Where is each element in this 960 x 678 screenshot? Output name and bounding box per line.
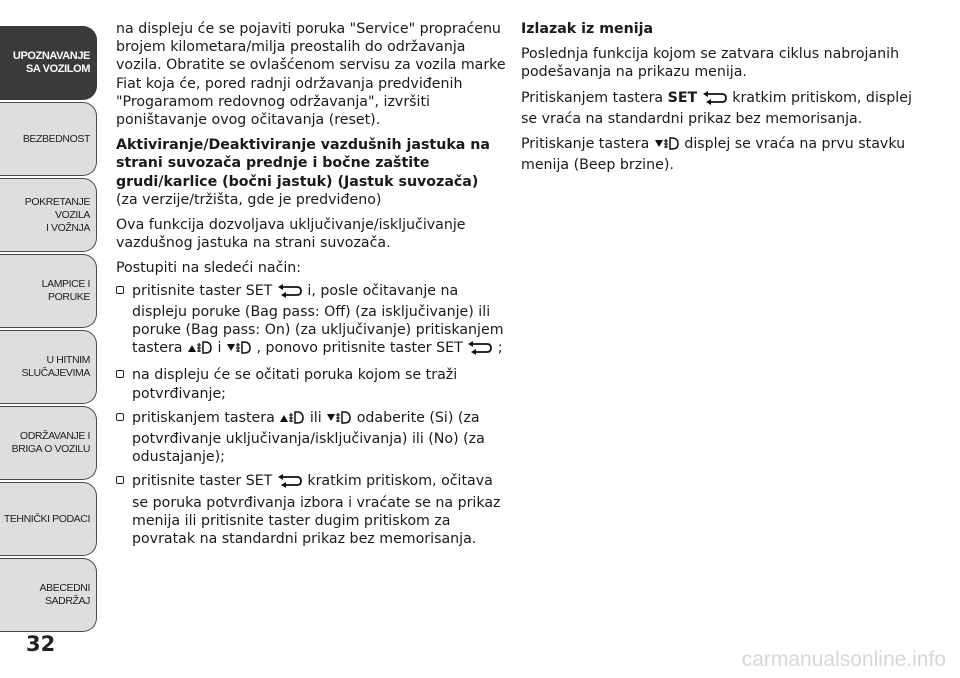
tab-lampice-i-poruke[interactable] [0, 254, 97, 328]
down-button-icon [654, 135, 680, 156]
right-column [521, 20, 916, 181]
set-button-icon [467, 341, 493, 360]
up-button-icon [187, 339, 213, 360]
list-item: pritiskanjem tastera ili odaberite (Si) (za potvrđivanje uključivanja/isključivanja) ili (No) (za odustajanje); [116, 409, 508, 467]
section-heading-airbag: Aktiviranje/Deaktiviranje vazdušnih jastuka na strani suvozača prednje i bočne zaštite grudi/karlice (bočni jastuk) (Jastuk suvozača) [116, 137, 490, 190]
paragraph-set: Pritiskanjem tastera SET kratkim pritiskom, displej se vraća na standardni prikaz bez memorisanja. [521, 89, 912, 127]
down-button-icon [226, 339, 252, 360]
list-item: na displeju će se očitati poruka kojom se traži potvrđivanje; [116, 366, 508, 402]
tab-tehnicki-podaci[interactable] [0, 482, 97, 556]
up-button-icon [279, 409, 305, 430]
paragraph-service: na displeju će se pojaviti poruka "Service" propraćenu brojem kilometara/milja preostalih do održavanja vozila. Obratite se ovlašćenom servisu za vozila marke Fiat koja će, pored radnji održavanja predviđenih "Progaramom redovnog održavanja", izvršiti poništavanje ovog očitavanja (reset). [116, 21, 506, 129]
left-column [116, 20, 508, 554]
tab-label: ODRŽAVANJE I BRIGA O VOZILU [11, 430, 90, 455]
tab-abecedni-sadrzaj[interactable] [0, 558, 97, 632]
tab-bezbednost[interactable] [0, 102, 97, 176]
set-button-icon [702, 91, 728, 110]
tab-pokretanje-vozila[interactable] [0, 178, 97, 252]
section-heading-exit: Izlazak iz menija [521, 21, 654, 37]
tab-label: TEHNIČKI PODACI [3, 512, 90, 525]
tab-upoznavanje-sa-vozilom[interactable] [0, 26, 97, 100]
watermark: carmanualsonline.info [741, 648, 946, 671]
tab-label: UPOZNAVANJE SA VOZILOM [12, 50, 90, 75]
checkbox-bullet-icon [116, 370, 124, 378]
paragraph-last-function: Poslednja funkcija kojom se zatvara ciklus nabrojanih podešavanja na prikazu menija. [521, 46, 900, 81]
list-item: pritisnite taster SET i, posle očitavanje na displeju poruke (Bag pass: Off) (za isključivanje) ili poruke (Bag pass: On) (za uključivanje) pritiskanjem tastera i , ponovo pritisnite taster SET ; [116, 282, 508, 361]
tab-u-hitnim-slucajevima[interactable] [0, 330, 97, 404]
down-button-icon [326, 409, 352, 430]
tab-label: BEZBEDNOST [22, 132, 90, 145]
paragraph-down: Pritiskanje tastera displej se vraća na prvu stavku menija (Beep brzine). [521, 136, 906, 174]
heading-note: (za verzije/tržišta, gde je predviđeno) [116, 191, 382, 208]
set-button-icon [277, 474, 303, 493]
paragraph-function: Ova funkcija dozvoljava uključivanje/isključivanje vazdušnog jastuka na strani suvozača. [116, 217, 466, 252]
tab-label: ABECEDNI SADRŽAJ [39, 582, 90, 607]
paragraph-procedure: Postupiti na sledeći način: [116, 260, 302, 277]
tab-label: U HITNIM SLUČAJEVIMA [21, 354, 90, 379]
tab-label: LAMPICE I PORUKE [41, 278, 90, 303]
checkbox-bullet-icon [116, 476, 124, 484]
set-button-icon [277, 284, 303, 303]
page-number: 32 [26, 632, 56, 656]
checkbox-bullet-icon [116, 286, 124, 294]
list-item: pritisnite taster SET kratkim pritiskom, očitava se poruka potvrđivanja izbora i vraćate se na prikaz menija ili pritisnite taster dugim pritiskom za povratak na standardni prikaz bez memorisanja. [116, 472, 508, 548]
checkbox-bullet-icon [116, 413, 124, 421]
tab-odrzavanje[interactable] [0, 406, 97, 480]
tab-label: POKRETANJE VOZILA I VOŽNJA [24, 195, 90, 234]
